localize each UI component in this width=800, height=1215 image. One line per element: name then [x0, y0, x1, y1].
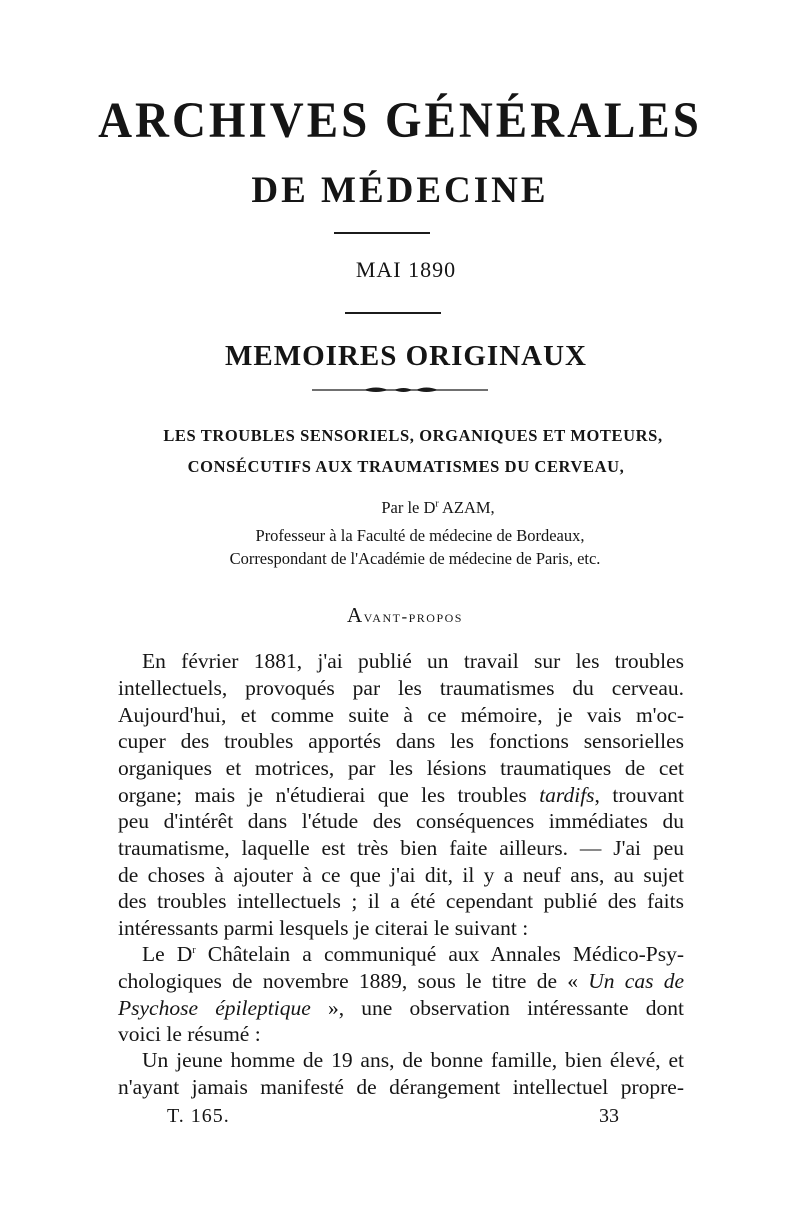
volume-number: T. 165.: [167, 1105, 230, 1127]
body-line: peu d'intérêt dans l'étude des conséquences immédiates du: [118, 809, 684, 833]
body-italic-text: tardifs: [539, 783, 595, 807]
body-italic-text: Un cas de: [588, 969, 685, 993]
foreword-rest: vant-propos: [363, 607, 463, 626]
ornament-divider: [312, 384, 488, 396]
body-line: [118, 998, 684, 1020]
body-line: Aujourd'hui, et comme suite à ce mémoire, je vais m'oc-: [118, 703, 684, 727]
body-line: voici le résumé :: [118, 1022, 261, 1046]
body-line: Un jeune homme de 19 ans, de bonne famille, bien élevé, et: [142, 1048, 684, 1072]
body-line: [142, 944, 684, 966]
foreword-initial: A: [347, 603, 364, 627]
author-prefix: Par le D: [381, 498, 436, 517]
body-line: n'ayant jamais manifesté de dérangement intellectuel propre-: [118, 1075, 684, 1099]
journal-subtitle: DE MÉDECINE: [251, 170, 549, 211]
body-line: cuper des troubles apportés dans les fonctions sensorielles: [118, 729, 684, 753]
page-number: 33: [599, 1105, 619, 1127]
section-title: MEMOIRES ORIGINAUX: [225, 340, 587, 372]
body-line: des troubles intellectuels ; il a été cependant publié des faits: [118, 889, 684, 913]
body-italic-text: Psychose épileptique: [118, 996, 311, 1020]
foreword-heading: [0, 605, 800, 626]
body-line: [118, 971, 684, 993]
body-text: organe; mais je n'étudierai que les troubles: [118, 783, 540, 807]
author-byline: [0, 500, 800, 517]
date-rule: [345, 312, 441, 314]
journal-title: ARCHIVES GÉNÉRALES: [98, 92, 702, 150]
author-title-sup: r: [435, 498, 439, 510]
body-line: intéressants parmi lesquels je citerai le suivant :: [118, 916, 529, 940]
body-text: », une observation intéressante dont: [310, 996, 684, 1020]
author-name: AZAM,: [438, 498, 495, 517]
article-title-line: LES TROUBLES SENSORIELS, ORGANIQUES ET MOTEURS,: [163, 426, 663, 445]
title-rule: [334, 232, 430, 234]
body-text: Le D: [142, 942, 193, 966]
body-sup: r: [192, 944, 196, 956]
body-line: [118, 785, 684, 807]
article-title-line: CONSÉCUTIFS AUX TRAUMATISMES DU CERVEAU,: [187, 457, 625, 476]
body-line: traumatisme, laquelle est très bien faite ailleurs. — J'ai peu: [118, 836, 684, 860]
issue-date: MAI 1890: [355, 257, 457, 282]
author-role: Correspondant de l'Académie de médecine de Paris, etc.: [229, 549, 601, 568]
body-line: En février 1881, j'ai publié un travail sur les troubles: [142, 649, 684, 673]
body-line: organiques et motrices, par les lésions traumatiques de cet: [118, 756, 684, 780]
body-line: de choses à ajouter à ce que j'ai dit, il y a neuf ans, au sujet: [118, 863, 684, 887]
body-text: chologiques de novembre 1889, sous le titre de «: [118, 969, 589, 993]
body-text: Châtelain a communiqué aux Annales Médico-Psy-: [195, 942, 684, 966]
body-text: , trouvant: [594, 783, 684, 807]
author-role: Professeur à la Faculté de médecine de Bordeaux,: [255, 526, 585, 545]
body-line: intellectuels, provoqués par les traumatismes du cerveau.: [118, 676, 684, 700]
